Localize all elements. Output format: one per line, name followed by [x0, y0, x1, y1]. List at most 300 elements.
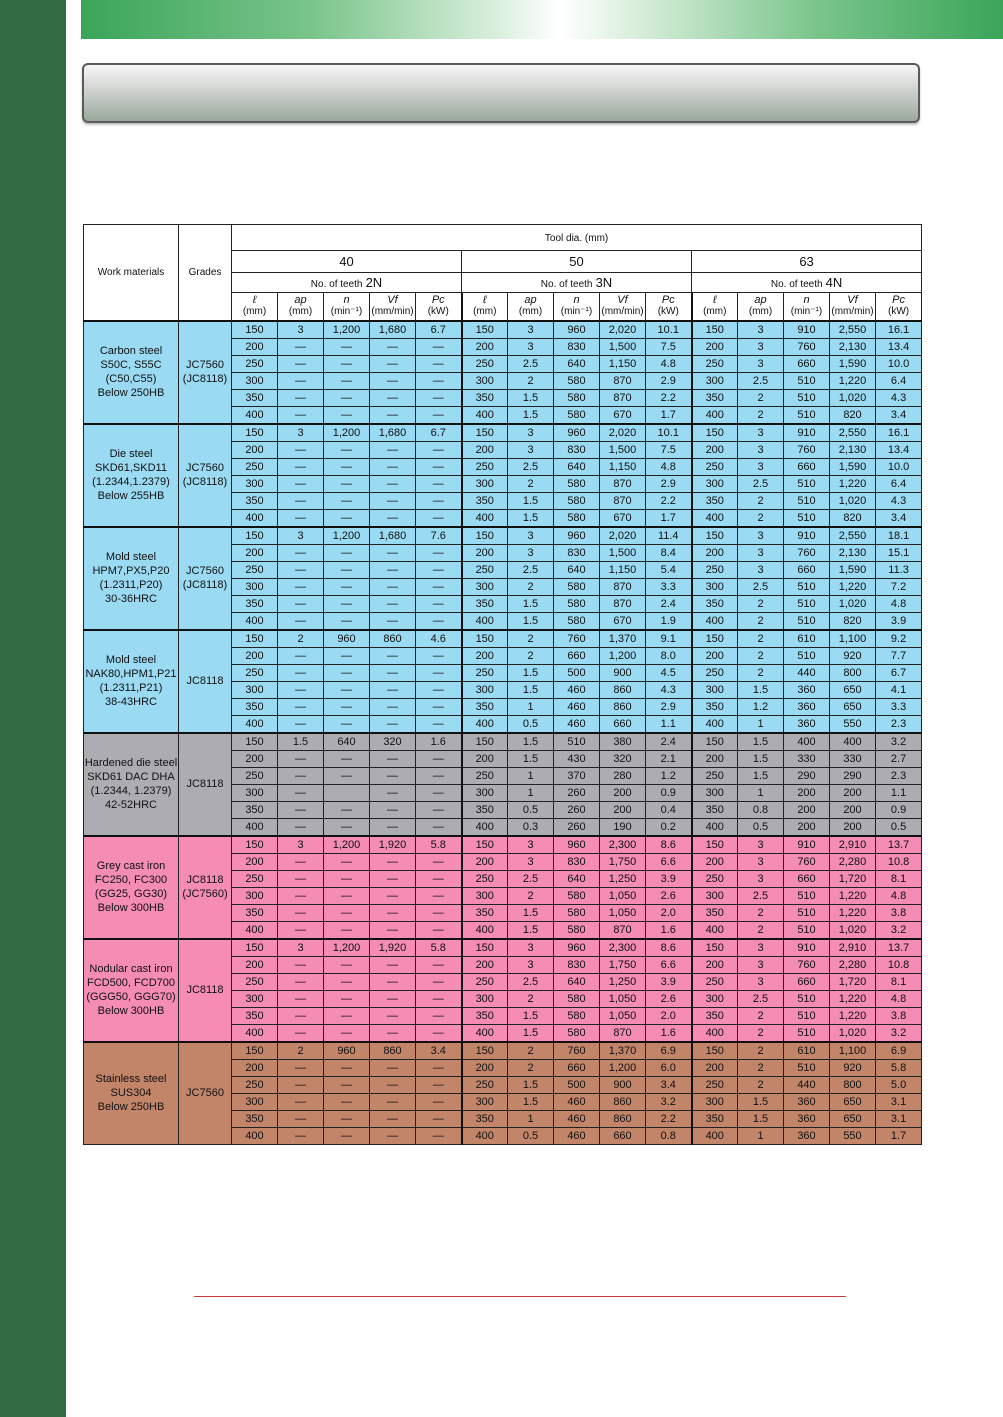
data-cell: 2 [738, 595, 784, 612]
data-cell: 2.3 [876, 715, 922, 733]
data-cell: 510 [784, 887, 830, 904]
data-cell: 330 [830, 750, 876, 767]
data-cell: 200 [232, 338, 278, 355]
data-cell: 1.6 [646, 921, 692, 939]
data-cell: 6.9 [646, 1042, 692, 1060]
data-cell: 200 [232, 544, 278, 561]
data-cell: — [278, 853, 324, 870]
data-cell: 3.2 [876, 1024, 922, 1042]
data-cell: 250 [232, 767, 278, 784]
data-cell: 6.7 [416, 424, 462, 442]
data-cell: 18.1 [876, 527, 922, 545]
param-header [370, 293, 416, 321]
data-cell: 1,590 [830, 561, 876, 578]
data-cell: 150 [692, 424, 738, 442]
data-cell: 760 [784, 441, 830, 458]
data-cell: — [278, 973, 324, 990]
data-cell: 350 [692, 1110, 738, 1127]
grade-cell: JC8118 [179, 733, 232, 836]
data-cell: 1.5 [738, 733, 784, 751]
data-cell: 1.5 [508, 406, 554, 424]
data-cell: 2 [738, 647, 784, 664]
param-unit: (mm/min) [601, 306, 644, 318]
data-cell: 1.5 [508, 492, 554, 509]
data-cell: 300 [692, 681, 738, 698]
data-cell: — [370, 647, 416, 664]
data-cell [324, 784, 370, 801]
data-cell: 440 [784, 1076, 830, 1093]
data-cell: 330 [784, 750, 830, 767]
data-cell: — [416, 492, 462, 509]
data-cell: 510 [784, 921, 830, 939]
data-cell: 920 [830, 1059, 876, 1076]
data-cell: 2,130 [830, 544, 876, 561]
data-cell: — [370, 973, 416, 990]
data-cell: — [324, 475, 370, 492]
data-cell: 430 [554, 750, 600, 767]
data-cell: — [370, 904, 416, 921]
title-panel [82, 63, 920, 123]
param-unit: (kW) [657, 306, 679, 318]
data-cell: 1.5 [508, 389, 554, 406]
data-cell: 320 [600, 750, 646, 767]
data-cell: — [324, 1059, 370, 1076]
data-cell: — [278, 1127, 324, 1144]
param-symbol: ℓ [252, 294, 257, 307]
data-cell: 1,250 [600, 973, 646, 990]
data-cell: 1.5 [278, 733, 324, 751]
data-cell: 400 [784, 733, 830, 751]
data-cell: 460 [554, 698, 600, 715]
data-cell: 200 [462, 338, 508, 355]
data-cell: 2 [738, 921, 784, 939]
data-cell: — [324, 870, 370, 887]
data-cell: 5.8 [876, 1059, 922, 1076]
data-cell: 400 [232, 406, 278, 424]
data-cell: — [416, 441, 462, 458]
data-cell: 190 [600, 818, 646, 836]
data-cell: 1,750 [600, 853, 646, 870]
table-row [84, 939, 922, 957]
data-cell: 250 [462, 973, 508, 990]
data-cell: 250 [692, 973, 738, 990]
data-cell: 7.2 [876, 578, 922, 595]
data-cell: 0.5 [508, 801, 554, 818]
param-symbol: Vf [617, 294, 628, 307]
data-cell: 400 [462, 715, 508, 733]
data-cell: 860 [600, 698, 646, 715]
data-cell: 3 [278, 527, 324, 545]
data-cell: 460 [554, 1110, 600, 1127]
data-cell: — [324, 389, 370, 406]
param-header [416, 293, 462, 321]
data-cell: 3.3 [876, 698, 922, 715]
data-cell: 1.7 [646, 406, 692, 424]
data-cell: 280 [600, 767, 646, 784]
data-cell: 670 [600, 509, 646, 527]
param-header [784, 293, 830, 321]
data-cell: 250 [692, 767, 738, 784]
data-cell: 250 [692, 458, 738, 475]
data-cell: — [278, 715, 324, 733]
data-cell: 2 [508, 630, 554, 648]
data-cell: 870 [600, 492, 646, 509]
data-cell: — [416, 509, 462, 527]
data-cell: 1,150 [600, 355, 646, 372]
data-cell: — [416, 767, 462, 784]
data-cell: 350 [692, 595, 738, 612]
data-cell: 760 [784, 853, 830, 870]
data-cell: 2 [738, 664, 784, 681]
data-cell: 1,750 [600, 956, 646, 973]
param-unit: (min⁻¹) [330, 306, 363, 318]
data-cell: — [416, 338, 462, 355]
data-cell: 660 [784, 458, 830, 475]
data-cell: 3 [738, 956, 784, 973]
data-cell: 250 [232, 561, 278, 578]
data-cell: 3 [738, 458, 784, 475]
data-cell: 800 [830, 1076, 876, 1093]
data-cell: — [416, 647, 462, 664]
data-cell: 2,910 [830, 939, 876, 957]
data-cell: 580 [554, 990, 600, 1007]
data-cell: 250 [232, 1076, 278, 1093]
data-cell: 350 [462, 492, 508, 509]
data-cell: 9.1 [646, 630, 692, 648]
param-header [738, 293, 784, 321]
data-cell: 2 [738, 1042, 784, 1060]
data-cell: 510 [784, 595, 830, 612]
data-cell: 640 [554, 355, 600, 372]
data-cell: 760 [554, 630, 600, 648]
data-cell: 400 [232, 1127, 278, 1144]
work-material-cell: Mold steel HPM7,PX5,P20 (1.2311,P20) 30-36HRC [84, 527, 179, 630]
data-cell: 350 [462, 389, 508, 406]
param-symbol: Pc [892, 294, 905, 307]
data-cell: 200 [692, 853, 738, 870]
data-cell: 2 [738, 1076, 784, 1093]
data-cell: 960 [324, 1042, 370, 1060]
data-cell: 1,680 [370, 527, 416, 545]
data-cell: 200 [462, 544, 508, 561]
data-cell: 9.2 [876, 630, 922, 648]
data-cell: 200 [692, 647, 738, 664]
param-unit: (mm/min) [371, 306, 414, 318]
data-cell: 960 [554, 939, 600, 957]
data-cell: 2.0 [646, 904, 692, 921]
data-cell: 250 [462, 870, 508, 887]
table-row [84, 836, 922, 854]
data-cell: 3 [508, 527, 554, 545]
data-cell: 200 [830, 801, 876, 818]
data-cell: 1,220 [830, 372, 876, 389]
data-cell: — [370, 784, 416, 801]
data-cell: 1,250 [600, 870, 646, 887]
table-row [84, 630, 922, 648]
data-cell: 2 [508, 1042, 554, 1060]
data-cell: — [324, 561, 370, 578]
data-cell: 3 [508, 853, 554, 870]
data-cell: — [278, 355, 324, 372]
data-cell: 3 [508, 424, 554, 442]
data-cell: — [370, 715, 416, 733]
data-cell: 580 [554, 887, 600, 904]
data-cell: 510 [784, 475, 830, 492]
data-cell: 870 [600, 389, 646, 406]
data-cell: 1,200 [324, 321, 370, 339]
data-cell: 2.5 [508, 870, 554, 887]
data-cell: 2.9 [646, 372, 692, 389]
data-cell: 460 [554, 1127, 600, 1144]
data-cell: — [370, 1059, 416, 1076]
data-cell: — [278, 475, 324, 492]
grade-cell: JC7560 (JC8118) [179, 424, 232, 527]
data-cell: 0.9 [646, 784, 692, 801]
table-body [84, 321, 922, 1145]
data-cell: 400 [232, 612, 278, 630]
data-cell: 2.5 [738, 578, 784, 595]
data-cell: — [416, 544, 462, 561]
param-symbol: n [573, 294, 580, 307]
data-cell: 1.1 [876, 784, 922, 801]
data-cell: 1,370 [600, 1042, 646, 1060]
data-cell: 200 [232, 750, 278, 767]
data-cell: 3.9 [876, 612, 922, 630]
param-header [232, 293, 278, 321]
data-cell: 830 [554, 853, 600, 870]
data-cell: 16.1 [876, 424, 922, 442]
data-cell: — [370, 544, 416, 561]
data-cell: 870 [600, 372, 646, 389]
data-cell: 200 [692, 544, 738, 561]
data-cell: 350 [232, 904, 278, 921]
data-cell: 2.7 [876, 750, 922, 767]
data-cell: 150 [692, 733, 738, 751]
data-cell: 650 [830, 1093, 876, 1110]
data-cell: 1.9 [646, 612, 692, 630]
data-cell: — [416, 1127, 462, 1144]
data-cell: 510 [784, 406, 830, 424]
data-cell: — [278, 595, 324, 612]
data-cell: 150 [232, 321, 278, 339]
data-cell: 510 [784, 647, 830, 664]
data-cell: 200 [692, 956, 738, 973]
data-cell: 2 [508, 578, 554, 595]
data-cell: 580 [554, 475, 600, 492]
data-cell: 2.0 [646, 1007, 692, 1024]
data-cell: 2.4 [646, 733, 692, 751]
data-cell: 960 [554, 321, 600, 339]
data-cell: — [324, 1093, 370, 1110]
data-cell: 3 [738, 441, 784, 458]
data-cell: 250 [462, 664, 508, 681]
data-cell: 870 [600, 578, 646, 595]
data-cell: — [324, 1024, 370, 1042]
data-cell: 300 [232, 372, 278, 389]
data-cell: 910 [784, 939, 830, 957]
work-material-cell: Mold steel NAK80,HPM1,P21 (1.2311,P21) 38-43HRC [84, 630, 179, 733]
data-cell: 300 [692, 475, 738, 492]
data-cell: — [370, 681, 416, 698]
data-cell: 1,100 [830, 630, 876, 648]
data-cell: 400 [462, 1127, 508, 1144]
data-cell: 510 [784, 990, 830, 1007]
data-cell: 150 [692, 1042, 738, 1060]
data-cell: 250 [232, 458, 278, 475]
data-cell: 350 [692, 904, 738, 921]
data-cell: 900 [600, 1076, 646, 1093]
data-cell: — [416, 1059, 462, 1076]
data-cell: 1.6 [416, 733, 462, 751]
tool-dia-header: Tool dia. (mm) [232, 225, 922, 251]
data-cell: — [370, 578, 416, 595]
data-cell: — [370, 818, 416, 836]
data-cell: 650 [830, 681, 876, 698]
data-cell: 400 [232, 921, 278, 939]
data-cell: 1.5 [508, 664, 554, 681]
data-cell: 440 [784, 664, 830, 681]
data-cell: — [416, 475, 462, 492]
data-cell: — [324, 595, 370, 612]
data-cell: 400 [462, 818, 508, 836]
data-cell: 1,220 [830, 990, 876, 1007]
data-cell: — [416, 870, 462, 887]
data-cell: 300 [232, 681, 278, 698]
data-cell: 260 [554, 784, 600, 801]
data-cell: 3 [508, 321, 554, 339]
grade-cell: JC8118 [179, 939, 232, 1042]
data-cell: 400 [692, 1127, 738, 1144]
data-cell: 1,200 [324, 939, 370, 957]
data-cell: — [278, 338, 324, 355]
data-cell: 1,200 [324, 836, 370, 854]
data-cell: — [324, 612, 370, 630]
data-cell: 400 [692, 715, 738, 733]
data-cell: 2 [738, 1024, 784, 1042]
table-row [84, 1042, 922, 1060]
dia-50-header: 50 [462, 251, 692, 273]
data-cell: 870 [600, 921, 646, 939]
data-cell: 150 [232, 836, 278, 854]
data-cell: 3.2 [646, 1093, 692, 1110]
data-cell: 2,910 [830, 836, 876, 854]
data-cell: — [324, 904, 370, 921]
data-cell: 580 [554, 492, 600, 509]
data-cell: — [278, 561, 324, 578]
data-cell: 400 [232, 715, 278, 733]
data-cell: 400 [692, 818, 738, 836]
data-cell: 15.1 [876, 544, 922, 561]
data-cell: 670 [600, 406, 646, 424]
data-cell: 640 [554, 561, 600, 578]
data-cell: — [324, 715, 370, 733]
data-cell: 200 [784, 801, 830, 818]
data-cell: 200 [462, 647, 508, 664]
data-cell: 2 [738, 1059, 784, 1076]
param-unit: (mm) [473, 306, 497, 318]
data-cell: 2 [508, 1059, 554, 1076]
data-cell: 2 [508, 475, 554, 492]
grades-header: Grades [179, 225, 232, 321]
data-cell: 760 [554, 1042, 600, 1060]
param-symbol: ℓ [482, 294, 487, 307]
data-cell: 10.8 [876, 956, 922, 973]
data-cell: 1.7 [876, 1127, 922, 1144]
data-cell: 1,220 [830, 904, 876, 921]
data-cell: 1 [508, 1110, 554, 1127]
data-cell: — [416, 595, 462, 612]
data-cell: 400 [692, 1024, 738, 1042]
data-cell: 900 [600, 664, 646, 681]
param-header [646, 293, 692, 321]
data-cell: — [416, 1110, 462, 1127]
data-cell: 6.4 [876, 372, 922, 389]
data-cell: 650 [830, 698, 876, 715]
data-cell: 1,200 [324, 527, 370, 545]
data-cell: 8.1 [876, 973, 922, 990]
teeth-4n-header: No. of teeth 4N [692, 273, 922, 293]
data-cell: 860 [600, 1110, 646, 1127]
data-cell: 7.5 [646, 338, 692, 355]
data-cell: — [370, 767, 416, 784]
data-cell: — [416, 853, 462, 870]
data-cell: 360 [784, 1110, 830, 1127]
data-cell: 400 [462, 1024, 508, 1042]
left-side-bar [0, 0, 66, 1417]
data-cell: 200 [600, 801, 646, 818]
data-cell: 300 [692, 990, 738, 1007]
data-cell: — [278, 1076, 324, 1093]
data-cell: 1.2 [738, 698, 784, 715]
data-cell: 860 [600, 1093, 646, 1110]
data-cell: 200 [232, 853, 278, 870]
data-cell: 510 [784, 492, 830, 509]
data-cell: 13.7 [876, 939, 922, 957]
data-cell: 350 [692, 389, 738, 406]
data-cell: 1,920 [370, 836, 416, 854]
param-header [324, 293, 370, 321]
data-cell: — [278, 612, 324, 630]
data-cell: 580 [554, 904, 600, 921]
work-material-cell: Nodular cast iron FCD500, FCD700 (GGG50, GGG70) Below 300HB [84, 939, 179, 1042]
param-symbol: Vf [387, 294, 398, 307]
data-cell: 1 [508, 767, 554, 784]
data-cell: — [278, 956, 324, 973]
data-cell: — [370, 1024, 416, 1042]
data-cell: 1 [738, 1127, 784, 1144]
data-cell: 150 [462, 939, 508, 957]
data-cell: 400 [692, 921, 738, 939]
data-cell: 350 [232, 389, 278, 406]
data-cell: — [324, 973, 370, 990]
data-cell: — [370, 921, 416, 939]
data-cell: 2 [508, 990, 554, 1007]
data-cell: — [370, 612, 416, 630]
data-cell: 1.6 [646, 1024, 692, 1042]
work-material-cell: Stainless steel SUS304 Below 250HB [84, 1042, 179, 1145]
data-cell: 3 [738, 939, 784, 957]
data-cell: 400 [692, 509, 738, 527]
data-cell: — [416, 612, 462, 630]
data-cell: 510 [784, 389, 830, 406]
data-cell: — [324, 767, 370, 784]
data-cell: 200 [830, 818, 876, 836]
data-cell: 2.4 [646, 595, 692, 612]
grade-cell: JC7560 (JC8118) [179, 527, 232, 630]
table-row [84, 424, 922, 442]
data-cell: 200 [692, 1059, 738, 1076]
data-cell: 200 [692, 750, 738, 767]
